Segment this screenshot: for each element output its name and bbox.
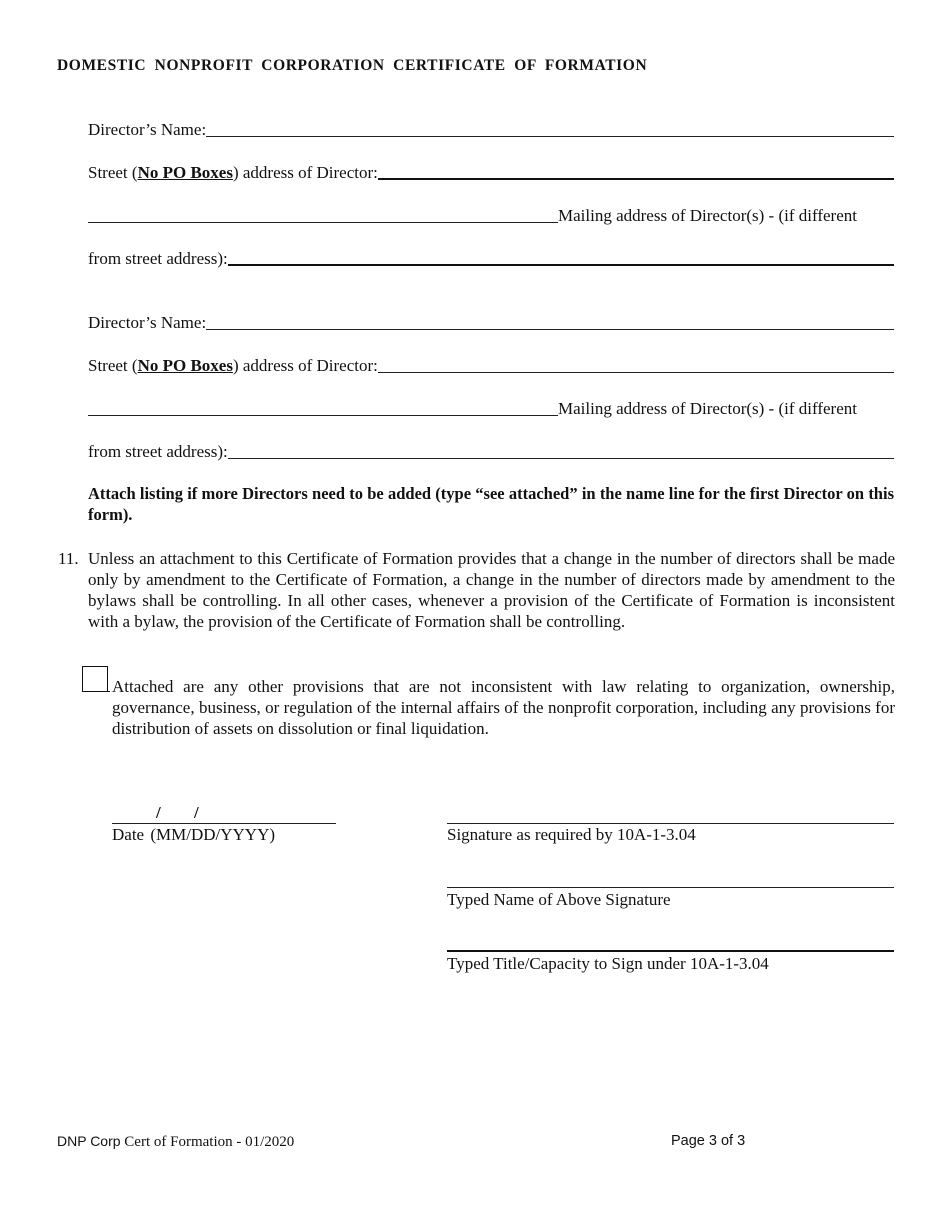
- typed-title-label: Typed Title/Capacity to Sign under 10A-1-3.04: [447, 954, 769, 973]
- attachment-checkbox[interactable]: [82, 666, 108, 692]
- typed-name-label: Typed Name of Above Signature: [447, 890, 671, 909]
- attach-directors-note: Attach listing if more Directors need to be added (type “see attached” in the name line for the first Director on this form).: [88, 484, 894, 524]
- date-slash-1: /: [156, 803, 161, 822]
- attachment-provisions-text: Attached are any other provisions that are not inconsistent with law relating to organization, ownership, governance, business, or regulation of the internal affairs of the nonprofit corporation, including any provisions for distribution of assets on dissolution or final liquidation.: [112, 677, 895, 738]
- signature-label: Signature as required by 10A-1-3.04: [447, 825, 696, 844]
- director-2-mailing-address-input[interactable]: [228, 436, 894, 459]
- director-1-name-field: [88, 118, 894, 140]
- from-street-address-label: from street address):: [88, 442, 228, 461]
- director-2-mailing-field: [88, 397, 888, 419]
- director-2-street-field: [88, 354, 894, 376]
- section-11-text: Unless an attachment to this Certificate of Formation provides that a change in the number of directors shall be made only by amendment to the Certificate of Formation, a change in the number of directors made by amendment to the bylaws shall be controlling. In all other cases, whenever a provision of the Certificate of Formation is inconsistent with a bylaw, the provision of the Certificate of Formation shall be controlling.: [88, 549, 895, 631]
- mailing-address-label: Mailing address of Director(s) - (if different: [558, 399, 857, 418]
- date-input[interactable]: [112, 823, 336, 824]
- typed-title-input[interactable]: [447, 950, 894, 952]
- director-name-label: Director’s Name:: [88, 313, 207, 332]
- checkbox-underline: [88, 691, 110, 692]
- date-slash-2: /: [194, 803, 199, 822]
- footer-form-id: DNP Corp Cert of Formation - 01/2020: [57, 1133, 295, 1150]
- mailing-address-label: Mailing address of Director(s) - (if different: [558, 206, 857, 225]
- director-1-street-field: [88, 161, 894, 183]
- page-title: DOMESTIC NONPROFIT CORPORATION CERTIFICATE OF FORMATION: [57, 57, 648, 74]
- director-2-name-field: [88, 311, 894, 333]
- director-1-name-input[interactable]: [206, 114, 894, 137]
- section-number: 11.: [58, 549, 79, 568]
- director-2-street-continuation-input[interactable]: [88, 393, 558, 416]
- date-label: Date (MM/DD/YYYY): [112, 825, 276, 844]
- director-name-label: Director’s Name:: [88, 120, 207, 139]
- director-1-mailing-field: [88, 204, 888, 226]
- typed-name-input[interactable]: [447, 887, 894, 888]
- footer-page-number: Page 3 of 3: [671, 1133, 746, 1149]
- street-address-label: Street (No PO Boxes) address of Director:: [88, 356, 378, 375]
- director-2-mailing-address-field: [88, 440, 894, 462]
- signature-input[interactable]: [447, 823, 894, 824]
- street-address-label: Street (No PO Boxes) address of Director:: [88, 163, 378, 182]
- director-1-mailing-address-input[interactable]: [228, 242, 894, 266]
- director-1-street-continuation-input[interactable]: [88, 200, 558, 223]
- director-1-mailing-address-field: [88, 247, 894, 269]
- from-street-address-label: from street address):: [88, 249, 228, 268]
- director-2-name-input[interactable]: [206, 307, 894, 330]
- director-2-street-input[interactable]: [378, 350, 894, 373]
- director-1-street-input[interactable]: [378, 156, 894, 180]
